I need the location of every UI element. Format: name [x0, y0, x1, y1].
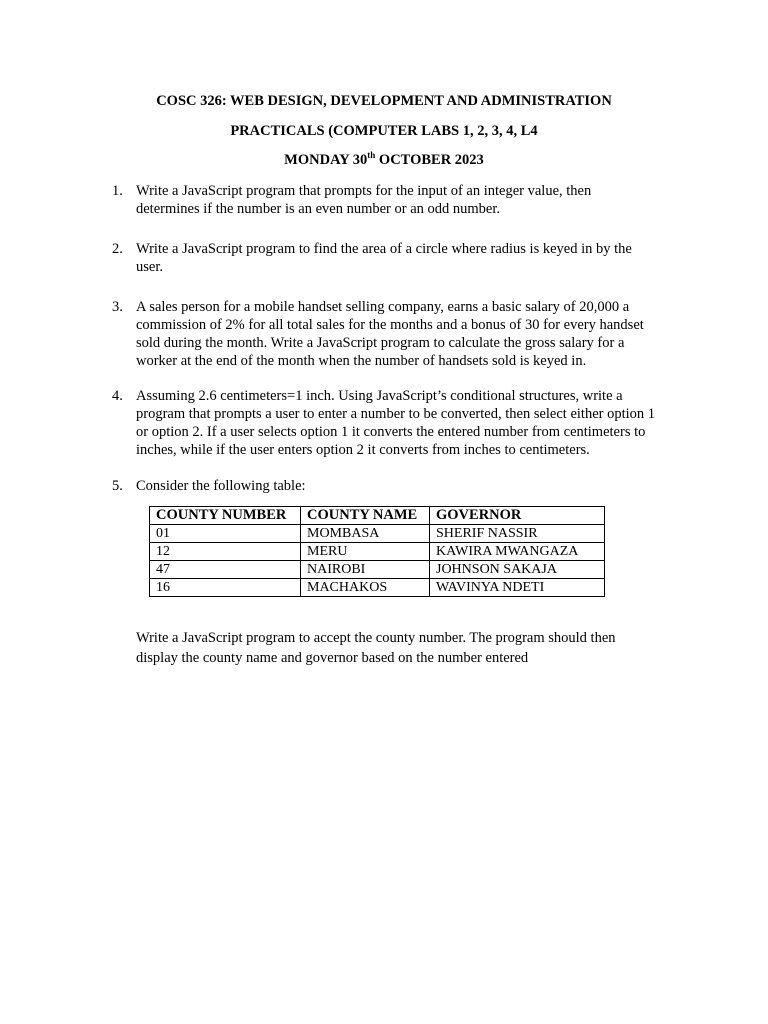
table-header-row — [150, 507, 605, 525]
table-row — [150, 579, 605, 597]
table-cell: 01 — [150, 525, 301, 543]
question-2 — [136, 240, 686, 276]
table-cell: NAIROBI — [301, 561, 430, 579]
question-1 — [136, 182, 686, 218]
question-5-followup-line-2: display the county name and governor based on the number entered — [136, 650, 529, 666]
question-1-line-1: Write a JavaScript program that prompts for the input of an integer value, then — [136, 183, 592, 199]
question-1-number: 1. — [112, 183, 123, 199]
table-cell: 47 — [150, 561, 301, 579]
question-2-number: 2. — [112, 241, 123, 257]
table-cell: JOHNSON SAKAJA — [430, 561, 605, 579]
table-row — [150, 543, 605, 561]
question-1-line-2: determines if the number is an even number or an odd number. — [136, 201, 501, 217]
date-heading-ordinal: th — [367, 150, 376, 160]
question-2-line-2: user. — [136, 259, 163, 275]
date-heading — [0, 151, 768, 169]
question-4-line-2: program that prompts a user to enter a number to be converted, then select either option 1 — [136, 406, 656, 422]
course-title: COSC 326: WEB DESIGN, DEVELOPMENT AND ADMINISTRATION — [156, 93, 612, 109]
table-cell: SHERIF NASSIR — [430, 525, 605, 543]
question-3 — [136, 298, 686, 370]
question-4-number: 4. — [112, 388, 123, 404]
question-3-line-4: worker at the end of the month when the number of handsets sold is keyed in. — [136, 353, 587, 369]
table-row — [150, 525, 605, 543]
question-2-line-1: Write a JavaScript program to find the area of a circle where radius is keyed in by the — [136, 241, 632, 257]
question-3-number: 3. — [112, 299, 123, 315]
header-governor: GOVERNOR — [430, 507, 605, 525]
question-4-line-1: Assuming 2.6 centimeters=1 inch. Using JavaScript’s conditional structures, write a — [136, 388, 623, 404]
table-cell: 16 — [150, 579, 301, 597]
table-cell: 12 — [150, 543, 301, 561]
question-3-line-1: A sales person for a mobile handset selling company, earns a basic salary of 20,000 a — [136, 299, 630, 315]
table-cell: MOMBASA — [301, 525, 430, 543]
question-4-line-3: or option 2. If a user selects option 1 it converts the entered number from centimeters to — [136, 424, 646, 440]
header-county-name: COUNTY NAME — [301, 507, 430, 525]
table-cell: KAWIRA MWANGAZA — [430, 543, 605, 561]
table-cell: MACHAKOS — [301, 579, 430, 597]
question-5-number: 5. — [112, 478, 123, 494]
county-table — [149, 506, 605, 597]
table-row — [150, 561, 605, 579]
practicals-title: PRACTICALS (COMPUTER LABS 1, 2, 3, 4, L4 — [230, 123, 538, 139]
question-5-followup-line-1: Write a JavaScript program to accept the county number. The program should then — [136, 630, 616, 646]
question-5-followup — [136, 629, 686, 667]
question-4 — [136, 387, 686, 459]
date-heading-suffix: OCTOBER 2023 — [375, 152, 484, 168]
question-4-line-4: inches, while if the user enters option 2 it converts from inches to centimeters. — [136, 442, 590, 458]
question-5 — [136, 477, 686, 495]
question-3-line-2: commission of 2% for all total sales for the months and a bonus of 30 for every handset — [136, 317, 644, 333]
question-3-line-3: sold during the month. Write a JavaScript program to calculate the gross salary for a — [136, 335, 625, 351]
table-cell: MERU — [301, 543, 430, 561]
date-heading-prefix: MONDAY 30 — [284, 152, 368, 168]
table-cell: WAVINYA NDETI — [430, 579, 605, 597]
header-county-number: COUNTY NUMBER — [150, 507, 301, 525]
question-5-line-1: Consider the following table: — [136, 478, 306, 494]
